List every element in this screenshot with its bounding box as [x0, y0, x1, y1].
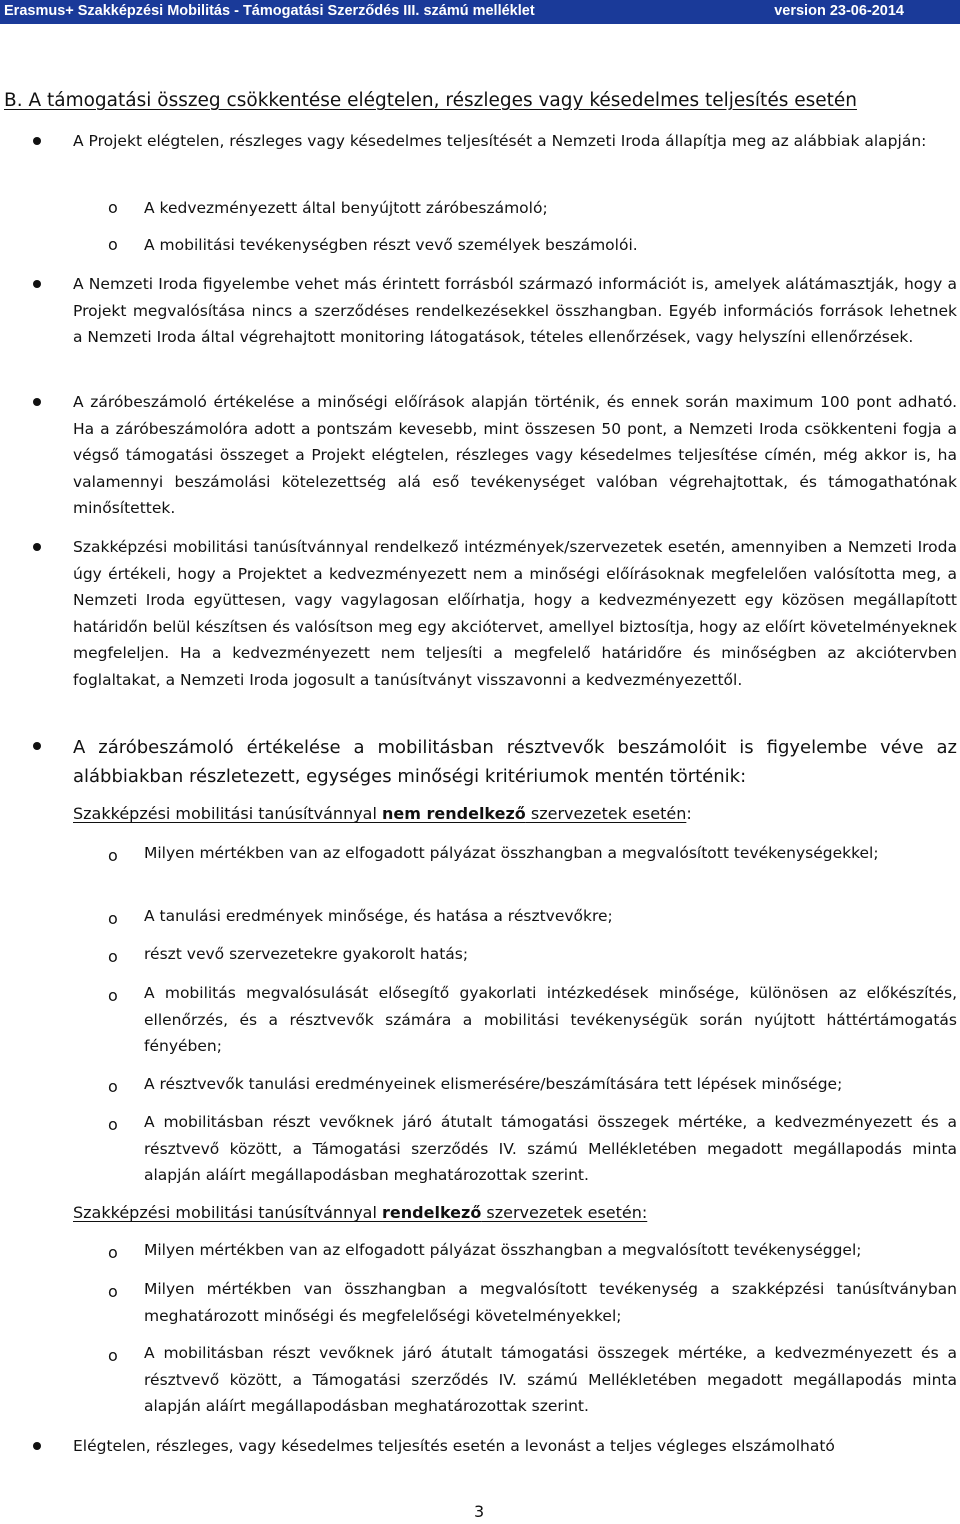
circle-bullet-icon: o [108, 1346, 118, 1365]
sub-item-1: A kedvezményezett által benyújtott záróbeszámoló; [144, 199, 548, 217]
list1-item: részt vevő szervezetekre gyakorolt hatás; [144, 945, 469, 963]
header-version: version 23-06-2014 [774, 3, 904, 19]
circle-bullet-icon: o [108, 198, 118, 217]
subheading-not-certified: Szakképzési mobilitási tanúsítvánnyal nem rendelkező szervezetek esetén: [73, 804, 692, 823]
circle-bullet-icon: o [108, 909, 118, 928]
circle-bullet-icon: o [108, 1077, 118, 1096]
bullet-icon [33, 543, 41, 551]
document-header [0, 0, 960, 24]
paragraph-2: A Nemzeti Iroda figyelembe vehet más érintett forrásból származó információt is, amelyek alátámasztják, hogy a Projekt megvalósítása nincs a szerződéses rendelkezésekkel összhangban. Egyéb információs források lehetnek a Nemzeti Iroda által végrehajtott monitoring látogatások, tételes ellenőrzések, vagy helyszíni ellenőrzések. [73, 275, 957, 346]
paragraph-3: A záróbeszámoló értékelése a minőségi előírások alapján történik, és ennek során maximum 100 pont adható. Ha a záróbeszámolóra adott a pontszám kevesebb, mint összesen 50 pont, a Nemzeti Iroda csökkenteni fogja a végső támogatási összeget a Projekt elégtelen, részleges vagy késedelmes teljesítése címén, még akkor is, ha valamennyi beszámolási kötelezettség alá eső tevékenységet valóban végrehajtottak, és támogathatónak minősítettek. [73, 393, 957, 517]
list2-item: Milyen mértékben van összhangban a megvalósított tevékenység a szakképzési tanúsítványban meghatározott minőségi és megfelelőségi követelményekkel; [144, 1280, 957, 1325]
circle-bullet-icon: o [108, 1282, 118, 1301]
header-title: Erasmus+ Szakképzési Mobilitás - Támogatási Szerződés III. számú melléklet [4, 3, 535, 19]
list1-item: A mobilitás megvalósulását elősegítő gyakorlati intézkedések minősége, különösen az előkészítés, ellenőrzés, és a résztvevők számára a mobilitási tevékenységük során nyújtott háttértámogatás fényében; [144, 984, 957, 1055]
section-title: B. A támogatási összeg csökkentése elégtelen, részleges vagy késedelmes teljesítés esetén [4, 90, 857, 111]
paragraph-6: Elégtelen, részleges, vagy késedelmes teljesítés esetén a levonást a teljes végleges elszámolható [73, 1437, 835, 1455]
sub-item-2: A mobilitási tevékenységben részt vevő személyek beszámolói. [144, 236, 638, 254]
bullet-icon [33, 280, 41, 288]
paragraph-5: A záróbeszámoló értékelése a mobilitásban résztvevők beszámolóit is figyelembe véve az alábbiakban részletezett, egységes minőségi kritériumok mentén történik: [73, 737, 957, 787]
circle-bullet-icon: o [108, 1115, 118, 1134]
circle-bullet-icon: o [108, 947, 118, 966]
paragraph-4: Szakképzési mobilitási tanúsítvánnyal rendelkező intézmények/szervezetek esetén, amennyiben a Nemzeti Iroda úgy értékeli, hogy a Projektet a kedvezményezett nem a minőségi előírásoknak megfelelően valósította meg, a Nemzeti Iroda együttesen, vagy vagylagosan előírhatja, hogy a kedvezményezett egy közösen megállapított határidőn belül készítsen és valósítson meg egy akciótervet, amellyel biztosítja, hogy az előírt követelményeknek megfeleljen. Ha a kedvezményezett nem teljesíti a megfelelő határidőre és minőségben az akciótervben foglaltakat, a Nemzeti Iroda jogosult a tanúsítványt visszavonni a kedvezményezettől. [73, 538, 957, 689]
list2-item: Milyen mértékben van az elfogadott pályázat összhangban a megvalósított tevékenységgel; [144, 1241, 862, 1259]
bullet-icon [33, 137, 41, 145]
bullet-icon [33, 1442, 41, 1450]
bullet-icon [33, 742, 41, 750]
list1-item: A mobilitásban részt vevőknek járó átutalt támogatási összegek mértéke, a kedvezményezett és a résztvevő között, a Támogatási szerződés IV. számú Mellékletében megadott megállapodás minta alapján aláírt megállapodásban meghatározottak szerint. [144, 1113, 957, 1184]
list1-item: A tanulási eredmények minősége, és hatása a résztvevőkre; [144, 907, 613, 925]
page-number: 3 [474, 1502, 485, 1521]
paragraph-1: A Projekt elégtelen, részleges vagy késedelmes teljesítését a Nemzeti Iroda állapítja meg az alábbiak alapján: [73, 132, 927, 150]
list2-item: A mobilitásban részt vevőknek járó átutalt támogatási összegek mértéke, a kedvezményezett és a résztvevő között, a Támogatási szerződés IV. számú Mellékletében megadott megállapodás minta alapján aláírt megállapodásban meghatározottak szerint. [144, 1344, 957, 1415]
circle-bullet-icon: o [108, 846, 118, 865]
subheading-certified: Szakképzési mobilitási tanúsítvánnyal rendelkező szervezetek esetén: [73, 1203, 648, 1222]
circle-bullet-icon: o [108, 1243, 118, 1262]
list1-item: A résztvevők tanulási eredményeinek elismerésére/beszámítására tett lépések minősége; [144, 1075, 843, 1093]
circle-bullet-icon: o [108, 235, 118, 254]
circle-bullet-icon: o [108, 986, 118, 1005]
list1-item: Milyen mértékben van az elfogadott pályázat összhangban a megvalósított tevékenységekkel; [144, 844, 879, 862]
bullet-icon [33, 398, 41, 406]
